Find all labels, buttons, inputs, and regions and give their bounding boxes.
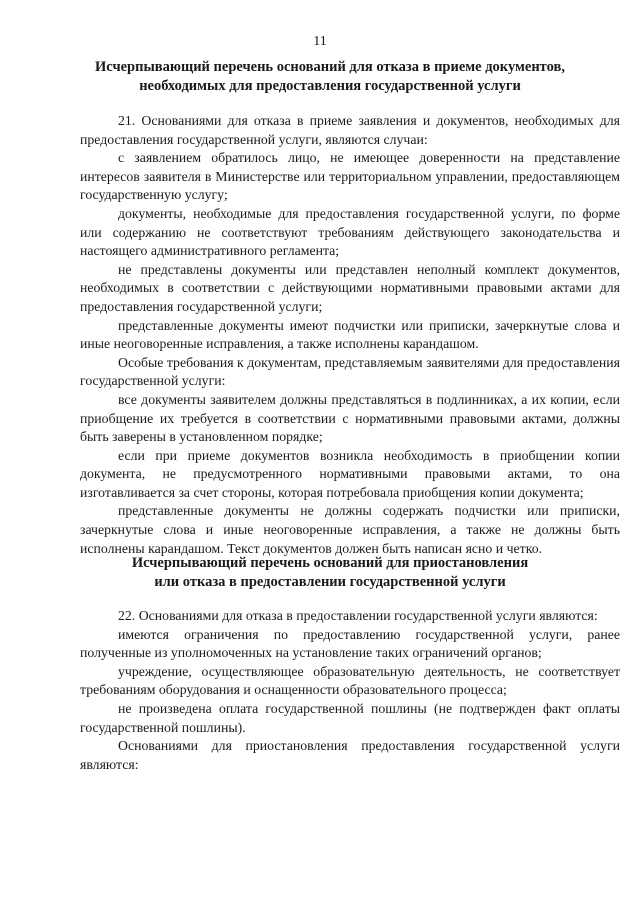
section1-body	[80, 112, 620, 558]
section1-heading	[60, 58, 600, 96]
paragraph: Особые требования к документам, представляемым заявителями для предоставления государственной услуги:	[80, 354, 620, 389]
paragraph: представленные документы имеют подчистки или приписки, зачеркнутые слова и иные неоговоренные исправления, а также исполнены карандашом.	[80, 317, 620, 352]
paragraph: не представлены документы или представлен неполный комплект документов, необходимых в соответствии с действующими нормативными правовыми актами для предоставления государственной услуги;	[80, 261, 620, 314]
page-number: 11	[313, 34, 327, 49]
paragraph: не произведена оплата государственной пошлины (не подтвержден факт оплаты государственной пошлины).	[80, 700, 620, 735]
section1-heading-line2: необходимых для предоставления государственной услуги	[139, 78, 521, 94]
section1-heading-line1: Исчерпывающий перечень оснований для отказа в приеме документов,	[95, 59, 565, 75]
section2-body	[80, 607, 620, 774]
paragraph: имеются ограничения по предоставлению государственной услуги, ранее полученные из уполномоченных на установление таких ограничений органов;	[80, 626, 620, 661]
paragraph: если при приеме документов возникла необходимость в приобщении копии документа, не предусмотренного нормативными правовыми актами, то она изготавливается за счет стороны, которая потребовала приобщения копии документа;	[80, 447, 620, 500]
section2-heading-line2: или отказа в предоставлении государственной услуги	[154, 574, 506, 590]
section2-heading-line1: Исчерпывающий перечень оснований для приостановления	[131, 555, 529, 571]
paragraph: с заявлением обратилось лицо, не имеющее доверенности на представление интересов заявителя в Министерстве или территориальном управлении, предоставляющем государственную услугу;	[80, 150, 620, 203]
paragraph: все документы заявителем должны представляться в подлинниках, а их копии, если приобщение их требуется в соответствии с нормативными правовыми актами, должны быть заверены в установленном порядке;	[80, 391, 620, 445]
paragraph: 21. Основаниями для отказа в приеме заявления и документов, необходимых для предоставления государственной услуги, являются случаи:	[80, 113, 620, 147]
paragraph: учреждение, осуществляющее образовательную деятельность, не соответствует требованиям оборудования и оснащенности образовательного процесса;	[80, 663, 620, 698]
section2-heading	[60, 554, 600, 592]
paragraph: документы, необходимые для предоставления государственной услуги, по форме или содержанию не соответствуют требованиям действующего законодательства и настоящего административного регламента;	[80, 205, 620, 259]
paragraph: представленные документы не должны содержать подчистки или приписки, зачеркнутые слова и иные неоговоренные исправления, а также не должны быть исполнены карандашом. Текст документов должен быть написан ясно и четко.	[80, 503, 620, 556]
paragraph: Основаниями для приостановления предоставления государственной услуги являются:	[80, 738, 620, 772]
paragraph: 22. Основаниями для отказа в предоставлении государственной услуги являются:	[118, 608, 598, 623]
